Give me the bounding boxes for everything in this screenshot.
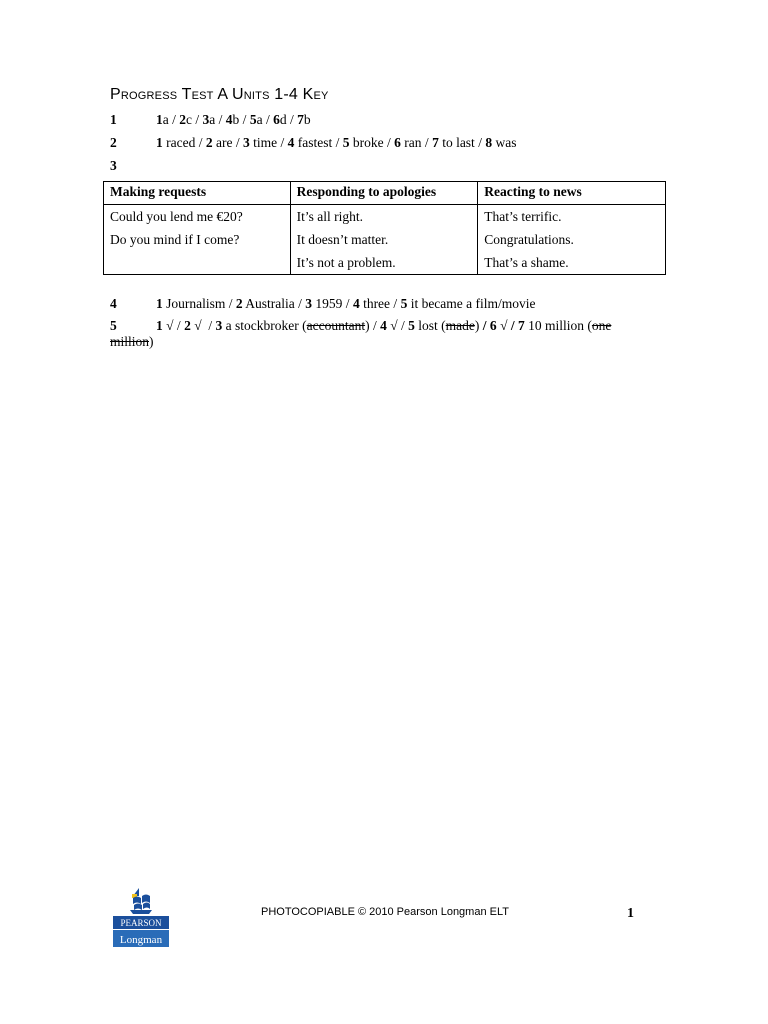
struck-answer: made: [445, 318, 475, 333]
pearson-longman-logo: [113, 886, 169, 947]
table-row: [104, 251, 666, 275]
table-cell: Do you mind if I come?: [104, 228, 291, 251]
struck-answer: accountant: [306, 318, 366, 333]
table-cell: That’s a shame.: [478, 251, 666, 275]
svg-text:PEARSON: PEARSON: [120, 918, 162, 928]
table-cell: Congratulations.: [478, 228, 666, 251]
question-number: 5: [110, 318, 117, 333]
question-number: 4: [110, 296, 117, 311]
table-cell: It’s not a problem.: [290, 251, 478, 275]
answer-line-1: 1a / 2c / 3a / 4b / 5a / 6d / 7b: [156, 112, 311, 127]
table-header: Making requests: [104, 182, 291, 205]
question-number: 3: [110, 158, 117, 173]
page-number: 1: [627, 906, 634, 921]
answer-line-4: 1 Journalism / 2 Australia / 3 1959 / 4 three / 5 it became a film/movie: [156, 296, 536, 311]
table-cell: It’s all right.: [290, 205, 478, 229]
answer-line-2: 1 raced / 2 are / 3 time / 4 fastest / 5 broke / 6 ran / 7 to last / 8 was: [156, 135, 517, 150]
copyright-footer: PHOTOCOPIABLE © 2010 Pearson Longman ELT: [261, 906, 509, 918]
table-row: [104, 228, 666, 251]
table-cell: That’s terrific.: [478, 205, 666, 229]
table-row: [104, 205, 666, 229]
question-number: 1: [110, 112, 117, 127]
table-header: Reacting to news: [478, 182, 666, 205]
table-cell: [104, 251, 291, 275]
question-number: 2: [110, 135, 117, 150]
struck-answer: one million: [110, 318, 612, 349]
ship-icon: [113, 886, 169, 947]
table-header: Responding to apologies: [290, 182, 478, 205]
answer-table: [103, 181, 666, 275]
question-5: 5 1 √ / 2 √ / 3 a stockbroker (accountant) / 4 √ / 5 lost (made) / 6 √ / 7 10 million (one million): [110, 318, 612, 349]
table-cell: It doesn’t matter.: [290, 228, 478, 251]
table-header-row: [104, 182, 666, 205]
page-title: Progress Test A Units 1-4 Key: [110, 86, 329, 103]
table-cell: Could you lend me €20?: [104, 205, 291, 229]
svg-text:Longman: Longman: [119, 934, 163, 946]
